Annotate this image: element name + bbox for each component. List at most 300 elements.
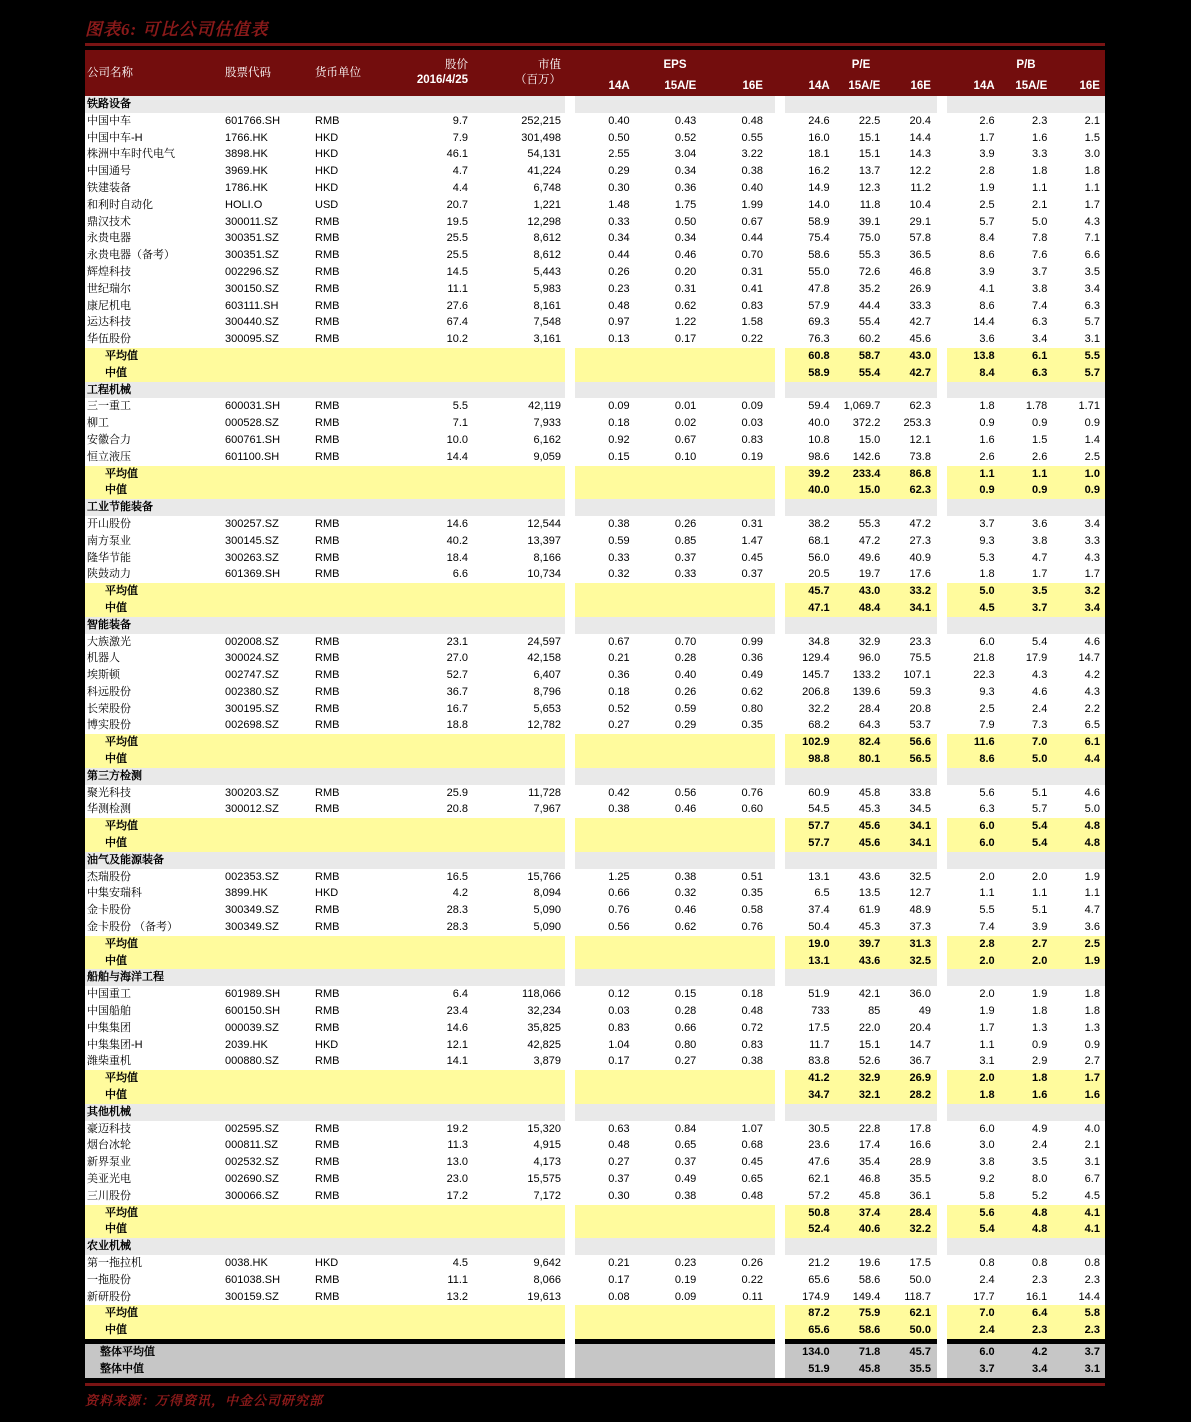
avg-label: 平均值 bbox=[105, 467, 138, 480]
valuation-table-figure bbox=[85, 20, 1105, 1408]
company-name: 金卡股份 （备考） bbox=[87, 921, 179, 934]
pb-value-1: 1.8 bbox=[1032, 1005, 1048, 1018]
column-gutter bbox=[775, 415, 785, 432]
column-gutter bbox=[565, 885, 575, 902]
pb-value-0: 6.3 bbox=[979, 803, 995, 816]
company-row bbox=[85, 130, 1105, 147]
stock-code: 600031.SH bbox=[225, 400, 281, 413]
eps-value-1: 0.56 bbox=[674, 786, 697, 799]
stock-code: 002353.SZ bbox=[225, 870, 279, 883]
pe-value-2: 10.4 bbox=[909, 198, 931, 211]
pe-value-2: 14.3 bbox=[909, 148, 931, 161]
eps-value-2: 0.18 bbox=[741, 988, 763, 1001]
column-gutter bbox=[775, 986, 785, 1003]
title-rule bbox=[85, 43, 1105, 46]
eps-value-2: 0.37 bbox=[741, 568, 763, 581]
column-gutter bbox=[937, 701, 947, 718]
header-gutter bbox=[565, 50, 575, 96]
section-name: 农业机械 bbox=[87, 1240, 131, 1253]
pb-value-0: 7.0 bbox=[979, 1307, 995, 1320]
pe-value-0: 65.6 bbox=[808, 1273, 830, 1286]
pe-value-0: 18.1 bbox=[808, 148, 830, 161]
median-row bbox=[85, 953, 1105, 970]
column-gutter bbox=[565, 768, 575, 785]
currency-unit: RMB bbox=[315, 1055, 340, 1068]
pe-value-0: 37.4 bbox=[808, 904, 830, 917]
company-name: 三川股份 bbox=[87, 1189, 131, 1202]
column-gutter bbox=[565, 650, 575, 667]
company-row bbox=[85, 331, 1105, 348]
pe-value-0: 16.2 bbox=[808, 165, 830, 178]
pb-value-1: 2.0 bbox=[1032, 954, 1048, 967]
pe-value-0: 129.4 bbox=[802, 652, 830, 665]
eps-value-1: 1.22 bbox=[674, 316, 697, 329]
stock-price: 23.0 bbox=[446, 1173, 468, 1185]
pe-value-1: 15.1 bbox=[858, 148, 881, 161]
pe-value-1: 17.4 bbox=[858, 1139, 881, 1152]
column-gutter bbox=[775, 818, 785, 835]
stock-code: 000880.SZ bbox=[225, 1055, 279, 1068]
eps-value-0: 1.04 bbox=[608, 1038, 630, 1051]
pe-value-1: 60.2 bbox=[858, 333, 881, 346]
pe-value-1: 45.6 bbox=[858, 837, 881, 850]
median-row bbox=[85, 1087, 1105, 1104]
column-gutter bbox=[775, 1255, 785, 1272]
column-gutter bbox=[775, 1322, 785, 1339]
pb-value-0: 2.0 bbox=[979, 870, 995, 883]
column-gutter bbox=[775, 717, 785, 734]
eps-value-0: 0.18 bbox=[608, 417, 630, 430]
company-row bbox=[85, 1272, 1105, 1289]
figure-title: 图表6: 可比公司估值表 bbox=[85, 20, 269, 39]
pb-value-1: 5.1 bbox=[1032, 904, 1048, 917]
stock-price: 7.1 bbox=[452, 417, 468, 430]
column-gutter bbox=[937, 1238, 947, 1255]
company-name: 中集安瑞科 bbox=[87, 887, 142, 900]
column-gutter bbox=[775, 163, 785, 180]
stock-code: 1766.HK bbox=[225, 131, 268, 144]
median-row bbox=[85, 1322, 1105, 1339]
column-gutter bbox=[937, 533, 947, 550]
company-name: 株洲中车时代电气 bbox=[87, 148, 175, 161]
column-gutter bbox=[775, 197, 785, 214]
column-gutter bbox=[565, 936, 575, 953]
stock-code: 300440.SZ bbox=[225, 316, 279, 329]
stock-code: 0038.HK bbox=[225, 1256, 268, 1269]
pb-value-0: 1.7 bbox=[979, 1021, 995, 1034]
pb-value-0: 8.6 bbox=[979, 299, 995, 312]
column-gutter bbox=[565, 1070, 575, 1087]
column-gutter bbox=[565, 298, 575, 315]
column-gutter bbox=[775, 1070, 785, 1087]
median-row bbox=[85, 365, 1105, 382]
pe-value-2: 45.6 bbox=[909, 333, 931, 346]
market-cap: 9,642 bbox=[533, 1256, 561, 1269]
pb-value-2: 3.1 bbox=[1084, 1362, 1100, 1375]
pb-value-0: 3.8 bbox=[979, 1156, 995, 1169]
market-cap: 6,748 bbox=[533, 181, 561, 194]
pb-value-0: 7.9 bbox=[979, 719, 995, 732]
currency-unit: RMB bbox=[315, 1139, 340, 1152]
pb-value-0: 2.0 bbox=[979, 954, 995, 967]
company-row bbox=[85, 180, 1105, 197]
stock-code: 601989.SH bbox=[225, 988, 281, 1001]
company-name: 永贵电器（备考） bbox=[87, 249, 175, 262]
pb-value-2: 4.2 bbox=[1084, 669, 1100, 682]
section-row bbox=[85, 96, 1105, 113]
currency-unit: RMB bbox=[315, 400, 340, 413]
eps-value-2: 0.38 bbox=[741, 1055, 763, 1068]
stock-code: 600761.SH bbox=[225, 433, 281, 446]
stock-price: 16.7 bbox=[446, 702, 468, 715]
eps-value-0: 0.63 bbox=[608, 1122, 630, 1135]
column-gutter bbox=[565, 1255, 575, 1272]
pb-value-1: 3.8 bbox=[1032, 282, 1048, 295]
pe-value-2: 14.4 bbox=[909, 131, 931, 144]
header-market-cap bbox=[470, 50, 565, 96]
market-cap: 8,094 bbox=[533, 887, 561, 900]
pe-value-1: 12.3 bbox=[858, 181, 881, 194]
pb-value-1: 1.1 bbox=[1032, 887, 1048, 900]
column-gutter bbox=[565, 1221, 575, 1238]
pe-value-1: 48.4 bbox=[858, 601, 881, 614]
pe-value-2: 50.0 bbox=[909, 1324, 931, 1337]
eps-value-0: 0.34 bbox=[608, 232, 630, 245]
stock-price: 25.5 bbox=[446, 249, 468, 262]
pb-value-1: 2.3 bbox=[1032, 114, 1048, 127]
eps-value-0: 0.36 bbox=[608, 669, 630, 682]
stock-code: 601038.SH bbox=[225, 1273, 281, 1286]
pe-value-0: 57.9 bbox=[808, 299, 830, 312]
column-gutter bbox=[775, 499, 785, 516]
column-gutter bbox=[775, 684, 785, 701]
pe-value-2: 32.5 bbox=[909, 870, 931, 883]
currency-unit: RMB bbox=[315, 299, 340, 312]
eps-value-1: 0.46 bbox=[674, 249, 697, 262]
pe-value-0: 47.1 bbox=[808, 601, 830, 614]
column-gutter bbox=[937, 650, 947, 667]
header-pb-label: P/B bbox=[1016, 59, 1036, 71]
pe-value-1: 13.7 bbox=[858, 165, 881, 178]
pb-value-2: 3.3 bbox=[1084, 534, 1100, 547]
company-row bbox=[85, 197, 1105, 214]
pb-value-0: 3.6 bbox=[979, 333, 995, 346]
pe-value-0: 34.8 bbox=[808, 635, 830, 648]
column-gutter bbox=[937, 298, 947, 315]
source-note: 资料来源：万得资讯，中金公司研究部 bbox=[85, 1392, 324, 1408]
pb-value-1: 1.9 bbox=[1032, 988, 1048, 1001]
market-cap: 252,215 bbox=[521, 114, 561, 127]
column-gutter bbox=[937, 751, 947, 768]
pb-value-1: 4.3 bbox=[1032, 669, 1048, 682]
column-gutter bbox=[565, 516, 575, 533]
pb-value-0: 1.1 bbox=[979, 1038, 995, 1051]
pe-value-0: 11.7 bbox=[809, 1038, 830, 1051]
pe-value-0: 174.9 bbox=[802, 1290, 830, 1303]
currency-unit: RMB bbox=[315, 1156, 340, 1169]
column-gutter bbox=[937, 1305, 947, 1322]
pb-value-0: 3.0 bbox=[979, 1139, 995, 1152]
pb-value-1: 2.9 bbox=[1032, 1055, 1048, 1068]
header-company-name: 公司名称 bbox=[87, 67, 133, 79]
pb-value-1: 0.9 bbox=[1032, 417, 1048, 430]
pe-value-1: 32.9 bbox=[858, 1072, 881, 1085]
avg-label: 平均值 bbox=[105, 1072, 138, 1085]
column-gutter bbox=[775, 533, 785, 550]
market-cap: 9,059 bbox=[533, 450, 561, 463]
column-gutter bbox=[565, 382, 575, 399]
stock-price: 16.5 bbox=[446, 870, 468, 883]
column-gutter bbox=[937, 919, 947, 936]
eps-value-1: 0.02 bbox=[674, 417, 697, 430]
currency-unit: HKD bbox=[315, 165, 339, 178]
pe-value-0: 52.4 bbox=[808, 1223, 830, 1236]
column-gutter bbox=[565, 785, 575, 802]
pe-value-0: 24.6 bbox=[808, 114, 830, 127]
eps-value-1: 0.28 bbox=[674, 1005, 697, 1018]
pb-value-0: 2.8 bbox=[979, 165, 995, 178]
pb-value-2: 7.1 bbox=[1084, 232, 1100, 245]
pe-value-2: 253.3 bbox=[903, 417, 931, 430]
pe-value-1: 43.6 bbox=[858, 870, 881, 883]
company-row bbox=[85, 717, 1105, 734]
company-name: 中国中车 bbox=[87, 114, 131, 127]
stock-price: 4.7 bbox=[452, 165, 468, 178]
pe-value-1: 45.3 bbox=[858, 803, 881, 816]
eps-value-0: 0.48 bbox=[608, 1139, 630, 1152]
column-gutter bbox=[937, 415, 947, 432]
pb-value-0: 2.5 bbox=[979, 198, 995, 211]
eps-value-0: 0.17 bbox=[608, 1055, 630, 1068]
company-name: 华伍股份 bbox=[87, 333, 131, 346]
pb-value-2: 1.4 bbox=[1084, 433, 1100, 446]
column-gutter bbox=[565, 969, 575, 986]
pe-value-0: 32.2 bbox=[808, 702, 830, 715]
pb-value-0: 14.4 bbox=[973, 316, 995, 329]
company-name: 潍柴重机 bbox=[87, 1055, 131, 1068]
pb-value-1: 2.7 bbox=[1032, 937, 1048, 950]
column-gutter bbox=[775, 751, 785, 768]
currency-unit: RMB bbox=[315, 719, 340, 732]
pb-value-1: 16.1 bbox=[1025, 1290, 1048, 1303]
company-name: 南方泵业 bbox=[87, 534, 131, 547]
eps-value-1: 0.36 bbox=[674, 181, 697, 194]
column-gutter bbox=[775, 432, 785, 449]
column-gutter bbox=[565, 1137, 575, 1154]
company-row bbox=[85, 281, 1105, 298]
column-gutter bbox=[775, 550, 785, 567]
column-gutter bbox=[775, 1154, 785, 1171]
pb-value-2: 4.8 bbox=[1084, 820, 1100, 833]
eps-value-1: 0.37 bbox=[674, 1156, 697, 1169]
pe-value-1: 15.1 bbox=[858, 1038, 881, 1051]
company-row bbox=[85, 432, 1105, 449]
column-gutter bbox=[937, 1154, 947, 1171]
pe-value-1: 58.6 bbox=[858, 1273, 881, 1286]
pe-value-2: 12.1 bbox=[909, 433, 931, 446]
pb-value-0: 6.0 bbox=[979, 635, 995, 648]
company-row bbox=[85, 516, 1105, 533]
stock-price: 14.4 bbox=[446, 450, 468, 463]
eps-value-1: 0.66 bbox=[674, 1021, 697, 1034]
pb-value-2: 4.8 bbox=[1084, 837, 1100, 850]
company-name: 铁建装备 bbox=[87, 181, 131, 194]
column-gutter bbox=[937, 1344, 947, 1361]
pb-value-2: 6.1 bbox=[1084, 736, 1100, 749]
pb-value-1: 2.3 bbox=[1032, 1273, 1048, 1286]
pb-value-0: 5.4 bbox=[979, 1223, 995, 1236]
currency-unit: RMB bbox=[315, 333, 340, 346]
pb-value-0: 3.1 bbox=[979, 1055, 995, 1068]
currency-unit: RMB bbox=[315, 652, 340, 665]
column-gutter bbox=[937, 734, 947, 751]
company-row bbox=[85, 163, 1105, 180]
column-gutter bbox=[775, 801, 785, 818]
company-name: 中集集团-H bbox=[87, 1038, 143, 1051]
pe-value-2: 26.9 bbox=[909, 282, 931, 295]
company-row bbox=[85, 1289, 1105, 1306]
pe-value-2: 31.3 bbox=[909, 937, 931, 950]
eps-value-1: 0.27 bbox=[674, 1055, 697, 1068]
market-cap: 8,612 bbox=[533, 249, 561, 262]
market-cap: 4,915 bbox=[533, 1139, 561, 1152]
pe-value-2: 40.9 bbox=[909, 551, 931, 564]
market-cap: 118,066 bbox=[522, 988, 561, 1001]
pb-value-1: 1.1 bbox=[1032, 467, 1048, 480]
currency-unit: RMB bbox=[315, 265, 340, 278]
pb-value-2: 2.5 bbox=[1084, 937, 1100, 950]
section-row bbox=[85, 1238, 1105, 1255]
pb-value-2: 5.0 bbox=[1084, 803, 1100, 816]
eps-value-2: 1.58 bbox=[741, 316, 763, 329]
column-gutter bbox=[937, 281, 947, 298]
column-gutter bbox=[565, 1154, 575, 1171]
pb-value-1: 5.4 bbox=[1032, 837, 1048, 850]
pb-value-1: 5.4 bbox=[1032, 635, 1048, 648]
stock-code: 300263.SZ bbox=[225, 551, 279, 564]
overall-avg-label: 整体平均值 bbox=[100, 1345, 155, 1358]
pb-value-0: 2.4 bbox=[979, 1324, 995, 1337]
section-name: 船舶与海洋工程 bbox=[87, 971, 164, 984]
currency-unit: RMB bbox=[315, 921, 340, 934]
column-gutter bbox=[937, 1361, 947, 1378]
pb-value-0: 5.5 bbox=[979, 904, 995, 917]
pb-value-0: 1.1 bbox=[979, 467, 995, 480]
stock-code: 002690.SZ bbox=[225, 1173, 279, 1185]
column-gutter bbox=[565, 146, 575, 163]
company-row bbox=[85, 550, 1105, 567]
pe-value-1: 40.6 bbox=[858, 1223, 881, 1236]
market-cap: 10,734 bbox=[527, 568, 561, 581]
pb-value-2: 3.2 bbox=[1084, 585, 1100, 598]
eps-value-0: 0.33 bbox=[608, 215, 630, 228]
column-gutter bbox=[775, 331, 785, 348]
pe-value-1: 372.2 bbox=[852, 417, 881, 430]
stock-code: 300145.SZ bbox=[225, 534, 279, 547]
stock-price: 27.0 bbox=[446, 652, 468, 665]
currency-unit: HKD bbox=[315, 1038, 339, 1051]
pb-value-0: 22.3 bbox=[973, 669, 995, 682]
company-name: 康尼机电 bbox=[87, 299, 131, 312]
stock-code: 000528.SZ bbox=[225, 417, 279, 430]
pe-value-2: 62.3 bbox=[909, 400, 931, 413]
column-gutter bbox=[565, 466, 575, 483]
pb-value-1: 5.4 bbox=[1032, 820, 1048, 833]
column-gutter bbox=[775, 1221, 785, 1238]
pb-value-1: 3.7 bbox=[1032, 601, 1048, 614]
pb-value-0: 6.0 bbox=[979, 1345, 995, 1358]
column-gutter bbox=[565, 600, 575, 617]
average-row bbox=[85, 348, 1105, 365]
header-pe-group bbox=[785, 50, 937, 96]
pe-value-0: 39.2 bbox=[808, 467, 830, 480]
column-gutter bbox=[937, 1137, 947, 1154]
pe-value-0: 733 bbox=[811, 1005, 830, 1018]
stock-price: 14.1 bbox=[446, 1055, 468, 1068]
column-gutter bbox=[775, 583, 785, 600]
pb-value-2: 3.4 bbox=[1084, 517, 1100, 530]
avg-label: 平均值 bbox=[105, 1307, 138, 1320]
column-gutter bbox=[937, 1104, 947, 1121]
company-row bbox=[85, 885, 1105, 902]
company-name: 中国船舶 bbox=[87, 1005, 131, 1018]
column-gutter bbox=[565, 818, 575, 835]
stock-code: HOLI.O bbox=[225, 198, 263, 211]
market-cap: 13,397 bbox=[527, 534, 561, 547]
column-gutter bbox=[937, 1020, 947, 1037]
eps-value-1: 0.50 bbox=[674, 215, 697, 228]
header-gutter bbox=[775, 50, 785, 96]
company-name: 博实股份 bbox=[87, 719, 131, 732]
column-gutter bbox=[565, 717, 575, 734]
pe-value-1: 75.9 bbox=[858, 1307, 881, 1320]
pb-value-1: 7.8 bbox=[1032, 232, 1048, 245]
column-gutter bbox=[937, 936, 947, 953]
pe-value-2: 11.2 bbox=[910, 181, 931, 194]
market-cap: 5,653 bbox=[533, 702, 561, 715]
pb-value-2: 3.4 bbox=[1084, 601, 1100, 614]
pb-value-1: 1.8 bbox=[1032, 1072, 1048, 1085]
pb-value-2: 2.3 bbox=[1084, 1324, 1100, 1337]
market-cap: 3,879 bbox=[533, 1055, 561, 1068]
company-row bbox=[85, 230, 1105, 247]
column-gutter bbox=[937, 214, 947, 231]
average-row bbox=[85, 1205, 1105, 1222]
currency-unit: RMB bbox=[315, 316, 340, 329]
column-gutter bbox=[937, 550, 947, 567]
pe-value-1: 39.1 bbox=[858, 215, 881, 228]
eps-value-2: 0.45 bbox=[741, 1156, 763, 1169]
pb-value-2: 0.9 bbox=[1084, 1038, 1100, 1051]
stock-price: 19.5 bbox=[446, 215, 468, 228]
pb-value-0: 5.3 bbox=[979, 551, 995, 564]
column-gutter bbox=[775, 398, 785, 415]
median-label: 中值 bbox=[105, 1324, 127, 1337]
pe-value-2: 56.5 bbox=[909, 753, 931, 766]
stock-price: 5.5 bbox=[452, 400, 468, 413]
header-price-label: 股价 bbox=[445, 59, 468, 71]
pb-value-1: 0.8 bbox=[1032, 1256, 1048, 1269]
currency-unit: RMB bbox=[315, 870, 340, 883]
column-gutter bbox=[775, 701, 785, 718]
column-gutter bbox=[565, 701, 575, 718]
column-gutter bbox=[565, 1205, 575, 1222]
pb-value-2: 0.9 bbox=[1084, 484, 1100, 497]
column-gutter bbox=[937, 869, 947, 886]
eps-value-0: 0.76 bbox=[608, 904, 630, 917]
company-row bbox=[85, 533, 1105, 550]
column-gutter bbox=[565, 1188, 575, 1205]
